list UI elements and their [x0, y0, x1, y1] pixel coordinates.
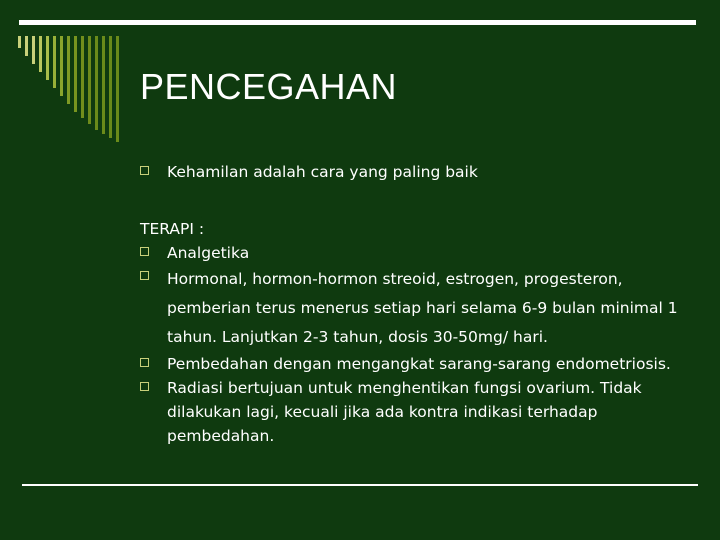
stripe	[46, 36, 49, 80]
slide-content	[140, 160, 700, 448]
prevention-bullet	[140, 160, 700, 184]
stripe	[60, 36, 63, 96]
stripe	[88, 36, 91, 124]
therapy-bullet	[140, 352, 700, 376]
stripe	[102, 36, 105, 134]
square-bullet-icon	[140, 358, 149, 367]
therapy-heading: TERAPI :	[140, 220, 205, 238]
stripe	[39, 36, 42, 72]
therapy-bullet	[140, 265, 700, 352]
decorative-stripes	[18, 36, 128, 146]
stripe	[67, 36, 70, 104]
square-bullet-icon	[140, 247, 149, 256]
bullet-text: Radiasi bertujuan untuk menghentikan fungsi ovarium. Tidak dilakukan lagi, kecuali jika ada kontra indikasi terhadap pembedahan.	[167, 379, 642, 445]
stripe	[25, 36, 28, 56]
bullet-text: Hormonal, hormon-hormon streoid, estrogen, progesteron, pemberian terus menerus setiap hari selama 6-9 bulan minimal 1 tahun. Lanjutkan 2-3 tahun, dosis 30-50mg/ hari.	[167, 270, 678, 346]
top-rule	[19, 20, 696, 25]
stripe	[116, 36, 119, 142]
square-bullet-icon	[140, 166, 149, 175]
stripe	[109, 36, 112, 138]
bottom-rule	[22, 484, 698, 486]
bullet-text: Pembedahan dengan mengangkat sarang-sarang endometriosis.	[167, 355, 671, 373]
stripe	[95, 36, 98, 130]
stripe	[32, 36, 35, 64]
stripe	[81, 36, 84, 118]
stripe	[74, 36, 77, 112]
bullet-text: Kehamilan adalah cara yang paling baik	[167, 163, 478, 181]
therapy-bullet	[140, 241, 700, 265]
slide-title: PENCEGAHAN	[140, 66, 398, 107]
stripe	[53, 36, 56, 88]
stripe	[18, 36, 21, 48]
bullet-text: Analgetika	[167, 244, 250, 262]
square-bullet-icon	[140, 271, 149, 280]
square-bullet-icon	[140, 382, 149, 391]
therapy-bullet	[140, 376, 700, 448]
